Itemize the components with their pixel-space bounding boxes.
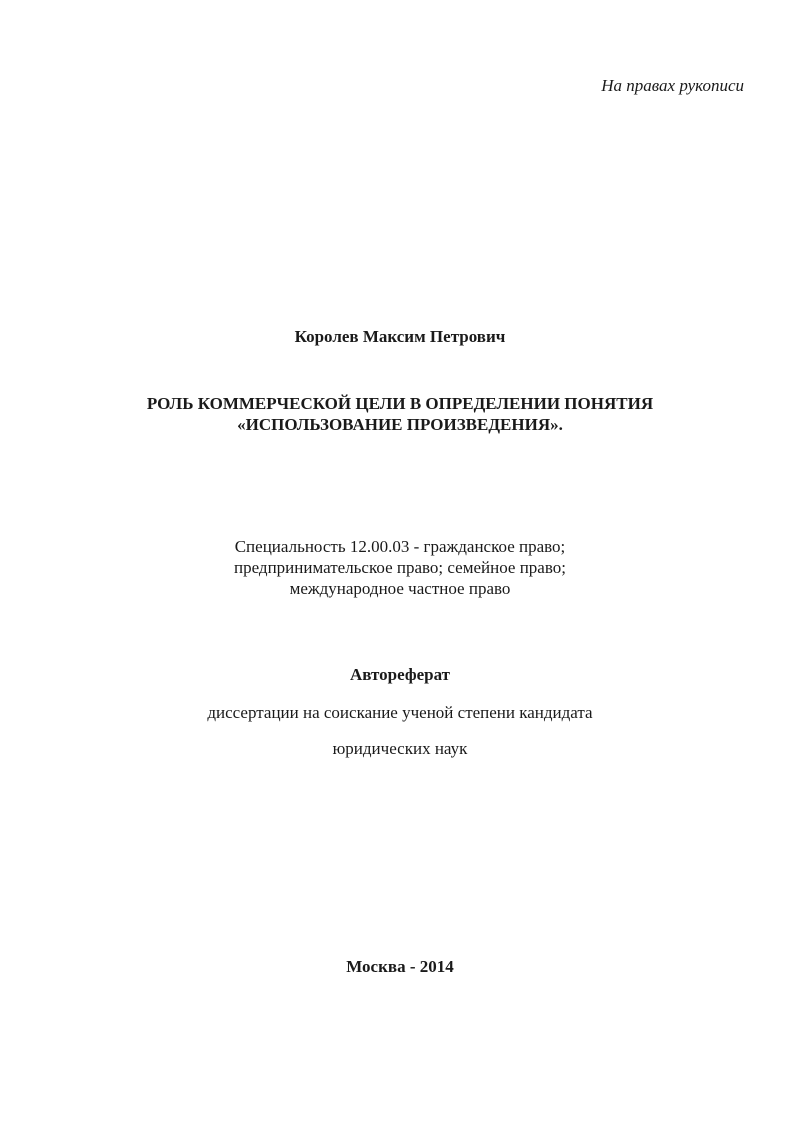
abstract-line-1: диссертации на соискание ученой степени кандидата xyxy=(207,703,593,722)
specialty-line-2: предпринимательское право; семейное право; xyxy=(234,558,566,577)
manuscript-note: На правах рукописи xyxy=(601,76,744,95)
title-line-2: «ИСПОЛЬЗОВАНИЕ ПРОИЗВЕДЕНИЯ». xyxy=(237,415,563,434)
specialty-line-1: Специальность 12.00.03 - гражданское право; xyxy=(234,537,566,556)
city-year: Москва - 2014 xyxy=(346,957,454,976)
abstract-description xyxy=(0,695,800,767)
dissertation-title xyxy=(0,393,800,435)
title-line-1: РОЛЬ КОММЕРЧЕСКОЙ ЦЕЛИ В ОПРЕДЕЛЕНИИ ПОНЯТИЯ xyxy=(146,394,654,413)
author-name: Королев Максим Петрович xyxy=(294,327,506,346)
abstract-line-2: юридических наук xyxy=(332,739,468,758)
specialty-line-3: международное частное право xyxy=(289,579,511,598)
specialty-block xyxy=(0,536,800,599)
abstract-heading: Автореферат xyxy=(349,665,451,684)
